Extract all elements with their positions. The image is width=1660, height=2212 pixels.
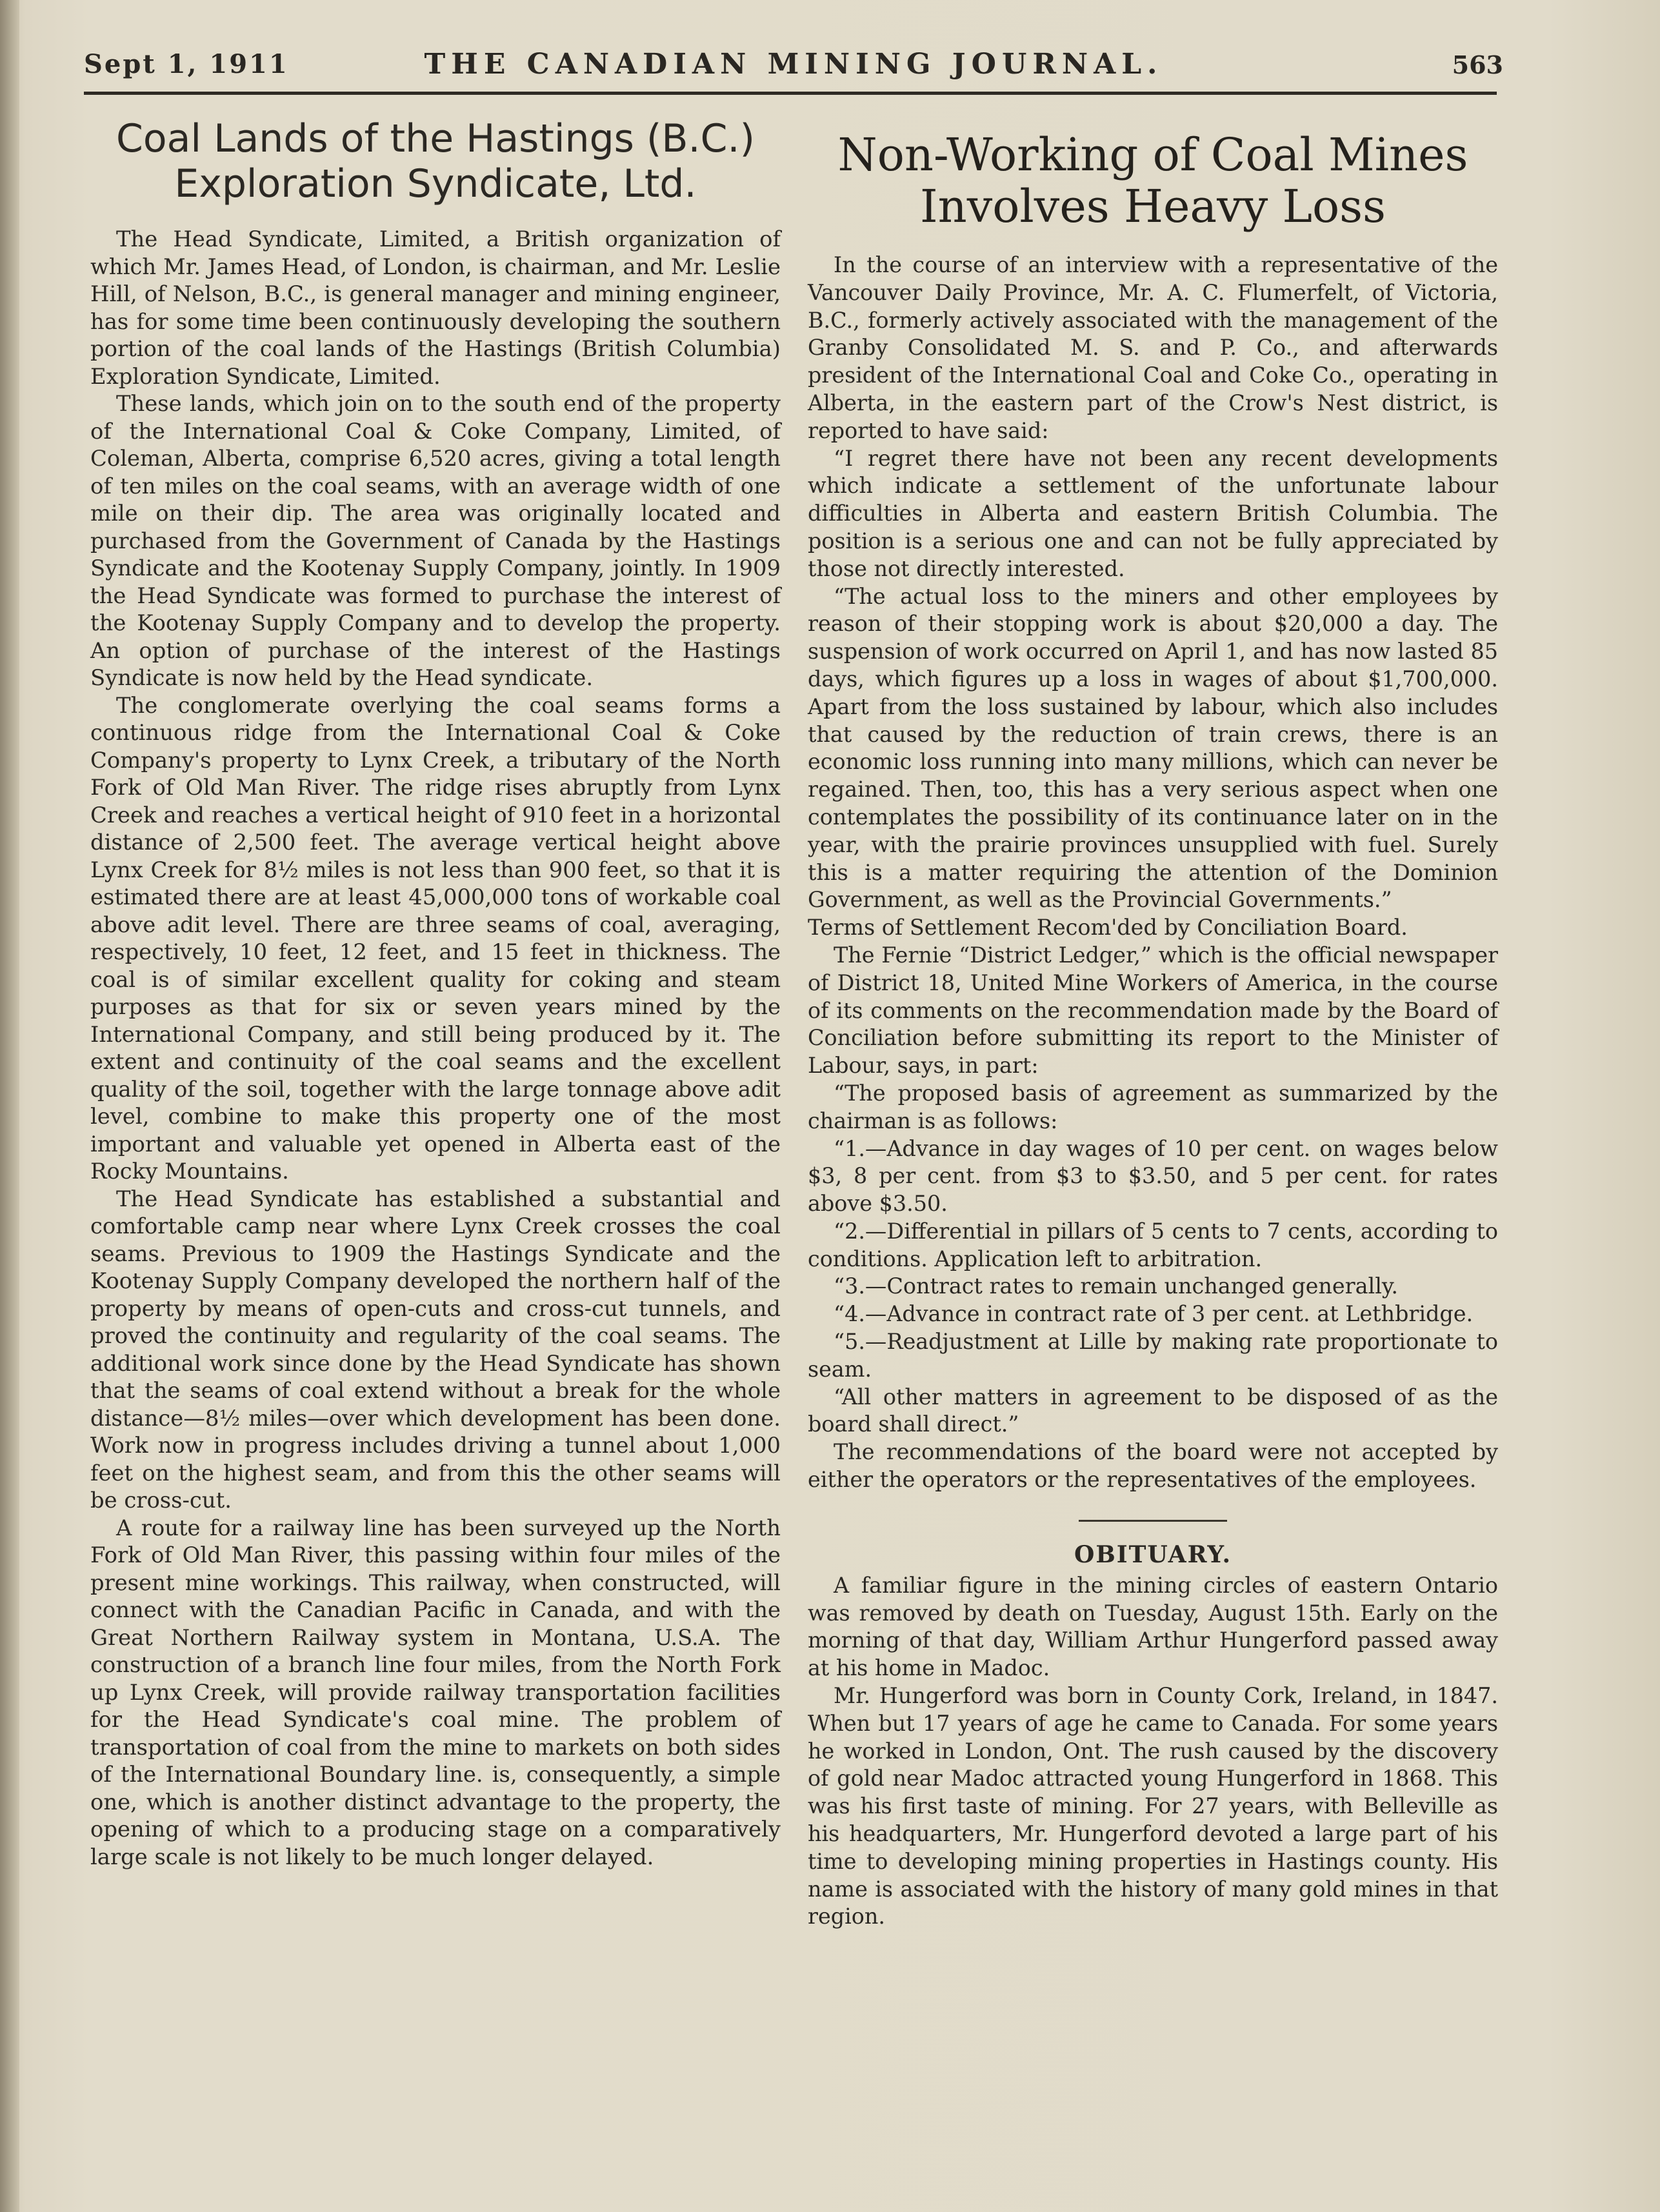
section-subhead: Terms of Settlement Recom'ded by Conciliation Board. [808,915,1408,941]
left-paragraph: The Head Syndicate, Limited, a British organization of which Mr. James Head, of London, is chairman, and Mr. Leslie Hill, of Nelson, B.C., is general manager and mining engineer, has for some time been continuously developing the southern portion of the coal lands of the Hastings (British Columbia) Exploration Syndicate, Limited. [90,226,781,389]
binding-shadow [0,0,19,2212]
right-paragraph: “I regret there have not been any recent developments which indicate a settlement of the unfortunate labour difficulties in Alberta and eastern British Columbia. The position is a serious one and can not be fully appreciated by those not directly interested. [808,445,1498,581]
left-paragraph: The Head Syndicate has established a substantial and comfortable camp near where Lynx Creek crosses the coal seams. Previous to 1909 the Hastings Syndicate and the Kootenay Supply Company developed the northern half of the property by means of open-cuts and cross-cut tunnels, and proved the continuity and regularity of the coal seams. The additional work since done by the Head Syndicate has shown that the seams of coal extend without a break for the whole distance—8½ miles—over which development has been done. Work now in progress includes driving a tunnel about 1,000 feet on the highest seam, and from this the other seams will be cross-cut. [90,1186,781,1513]
obituary-paragraph: A familiar figure in the mining circles of eastern Ontario was removed by death on Tuesday, August 15th. Early on the morning of that day, William Arthur Hungerford passed away at his home in Madoc. [808,1572,1498,1681]
left-paragraph: These lands, which join on to the south end of the property of the International Coal & Coke Company, Limited, of Coleman, Alberta, comprise 6,520 acres, giving a total length of ten miles on the coal seams, with an average width of one mile on their dip. The area was originally located and purchased from the Government of Canada by the Hastings Syndicate and the Kootenay Supply Company, jointly. In 1909 the Head Syndicate was formed to purchase the interest of the Kootenay Supply Company and to develop the property. An option of purchase of the interest of the Hastings Syndicate is now held by the Head syndicate. [90,391,781,690]
left-column [90,116,781,1871]
right-paragraph: “3.—Contract rates to remain unchanged generally. [834,1273,1398,1299]
right-paragraph: “1.—Advance in day wages of 10 per cent. on wages below $3, 8 per cent. from $3 to $3.50, and 5 per cent. for rates above $3.50. [808,1135,1498,1217]
section-divider [1079,1520,1227,1522]
right-paragraph: The recommendations of the board were not accepted by either the operators or the representatives of the employees. [808,1439,1498,1493]
right-paragraph: “4.—Advance in contract rate of 3 per cent. at Lethbridge. [834,1301,1474,1327]
right-paragraph: In the course of an interview with a representative of the Vancouver Daily Province, Mr. A. C. Flumerfelt, of Victoria, B.C., formerly actively associated with the management of the Granby Consolidated M. S. and P. Co., and afterwards president of the International Coal and Coke Co., operating in Alberta, in the eastern part of the Crow's Nest district, is reported to have said: [808,252,1498,443]
header-rule [84,92,1497,95]
left-paragraph: The conglomerate overlying the coal seams forms a continuous ridge from the International Coal & Coke Company's property to Lynx Creek, a tributary of the North Fork of Old Man River. The ridge rises abruptly from Lynx Creek and reaches a vertical height of 910 feet in a horizontal distance of 2,500 feet. The average vertical height above Lynx Creek for 8½ miles is not less than 900 feet, so that it is estimated there are at least 45,000,000 tons of workable coal above adit level. There are three seams of coal, averaging, respectively, 10 feet, 12 feet, and 15 feet in thickness. The coal is of similar excellent quality for coking and steam purposes as that for six or seven years mined by the International Company, and still being produced by it. The extent and continuity of the coal seams and the excellent quality of the soil, together with the large tonnage above adit level, combine to make this property one of the most important and valuable yet opened in Alberta east of the Rocky Mountains. [90,692,781,1184]
right-paragraph: The Fernie “District Ledger,” which is the official newspaper of District 18, United Mine Workers of America, in the course of its comments on the recommendation made by the Board of Conciliation before submitting its report to the Minister of Labour, says, in part: [808,942,1498,1079]
obituary-title: OBITUARY. [1074,1540,1232,1568]
left-paragraph: A route for a railway line has been surveyed up the North Fork of Old Man River, this passing within four miles of the present mine workings. This railway, when constructed, will connect with the Canadian Pacific in Canada, and with the Great Northern Railway system in Montana, U.S.A. The construction of a branch line four miles, from the North Fork up Lynx Creek, will provide railway transportation facilities for the Head Syndicate's coal mine. The problem of transportation of coal from the mine to markets on both sides of the International Boundary line. is, consequently, a simple one, which is another distinct advantage to the property, the opening of which to a producing stage on a comparatively large scale is not likely to be much longer delayed. [90,1515,781,1869]
running-header [84,45,1503,97]
header-date: Sept 1, 1911 [84,49,289,79]
right-paragraph: “2.—Differential in pillars of 5 cents to 7 cents, according to conditions. Application left to arbitration. [808,1218,1498,1271]
obituary-paragraph: Mr. Hungerford was born in County Cork, Ireland, in 1847. When but 17 years of age he came to Canada. For some years he worked in London, Ont. The rush caused by the discovery of gold near Madoc attracted young Hungerford in 1868. This was his first taste of mining. For 27 years, with Belleville as his headquarters, Mr. Hungerford devoted a large part of his time to developing mining properties in Hastings county. His name is associated with the history of many gold mines in that region. [808,1683,1498,1929]
right-paragraph: “5.—Readjustment at Lille by making rate proportionate to seam. [808,1329,1498,1382]
right-paragraph: “The actual loss to the miners and other employees by reason of their stopping work is about $20,000 a day. The suspension of work occurred on April 1, and has now lasted 85 days, which figures up a loss in wages of about $1,700,000. Apart from the loss sustained by labour, which also includes that caused by the reduction of train crews, there is an economic loss running into many millions, which can never be regained. Then, too, this has a very serious aspect when one contemplates the possibility of its continuance later on in the year, with the prairie provinces unsupplied with fuel. Surely this is a matter requiring the attention of the Dominion Government, as well as the Provincial Governments.” [808,583,1498,913]
page-number: 563 [1452,50,1503,79]
right-column [808,116,1498,1931]
right-article-title: Non-Working of Coal Mines Involves Heavy Loss [837,128,1468,233]
journal-title: THE CANADIAN MINING JOURNAL. [424,48,1163,81]
left-article-title: Coal Lands of the Hastings (B.C.) Exploration Syndicate, Ltd. [116,116,755,206]
right-paragraph: “The proposed basis of agreement as summarized by the chairman is as follows: [808,1080,1498,1133]
right-paragraph: “All other matters in agreement to be disposed of as the board shall direct.” [808,1384,1498,1437]
